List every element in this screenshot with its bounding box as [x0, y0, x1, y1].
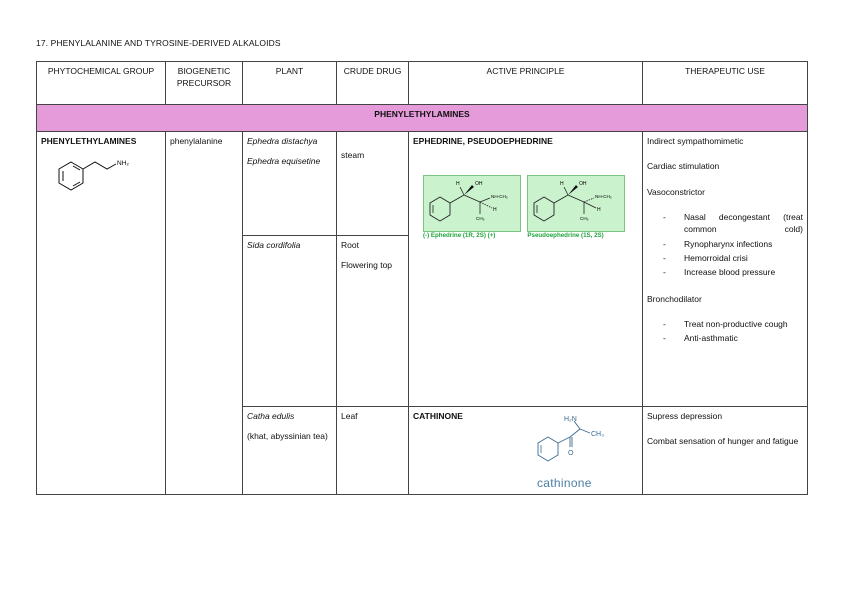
plant-cell [243, 236, 337, 407]
hydrogen-label: H [493, 207, 497, 214]
methylamino-label: NH-CH₃ [595, 194, 613, 200]
amine-label: NH₂ [117, 160, 129, 168]
use-item: Indirect sympathomimetic [647, 136, 744, 146]
group-cell [37, 132, 166, 495]
methyl-label: CH₃ [476, 216, 485, 222]
methyl-label: CH₃ [580, 216, 589, 222]
header-plant: PLANT [243, 62, 337, 105]
hydrogen-label: H [597, 207, 601, 214]
list-item: - Rynopharynx infections [663, 238, 803, 250]
plant-name: Ephedra distachya [247, 136, 318, 146]
crude-drug-cell [337, 407, 409, 495]
header-therapeutic-use: THERAPEUTIC USE [643, 62, 808, 105]
list-item: - Increase blood pressure [663, 266, 803, 278]
use-item: Vasoconstrictor [647, 186, 705, 197]
cathinone-structure [514, 411, 624, 471]
active-principle-cell [409, 132, 643, 407]
pseudoephedrine-caption: Pseudoephedrine (1S, 2S) [527, 232, 604, 240]
plant-cell [243, 407, 337, 495]
ephedrine-structure [423, 175, 521, 232]
methyl-label: CH₃ [591, 431, 604, 438]
use-item: Combat sensation of hunger and fatigue [647, 436, 799, 447]
section-band-row [37, 105, 808, 132]
crude-drug-cell [337, 132, 409, 236]
plant-cell [243, 132, 337, 236]
list-item: - Treat non-productive cough [663, 318, 803, 330]
alkaloid-table [36, 61, 808, 495]
plant-note: (khat, abyssinian tea) [247, 431, 328, 442]
ephedrine-caption: (-) Ephedrine (1R, 2S) (+) [423, 232, 496, 240]
active-principle-name: CATHINONE [413, 411, 463, 421]
methylamino-label: NH-CH₃ [491, 194, 508, 200]
oxo-label: O [568, 450, 574, 457]
therapeutic-use-cell [643, 132, 808, 407]
section-band: PHENYLETHYLAMINES [37, 105, 808, 132]
crude-drug: Root [341, 240, 359, 250]
therapeutic-use-cell [643, 407, 808, 495]
header-precursor: BIOGENETIC PRECURSOR [166, 62, 243, 105]
hydroxyl-label: OH [579, 181, 587, 188]
active-principle-cell [409, 407, 643, 495]
table-row [37, 132, 808, 236]
vasoconstrictor-list [647, 211, 803, 279]
cathinone-label: cathinone [537, 476, 592, 490]
use-item: Supress depression [647, 411, 723, 421]
plant-name: Ephedra equisetine [247, 156, 321, 167]
crude-drug: Flowering top [341, 260, 393, 271]
precursor-cell [166, 132, 243, 495]
group-name: PHENYLETHYLAMINES [41, 136, 137, 146]
hydrogen-label: H [456, 181, 460, 188]
header-crude-drug: CRUDE DRUG [337, 62, 409, 105]
hydroxyl-label: OH [475, 181, 483, 188]
pseudoephedrine-structure [527, 175, 625, 232]
crude-drug: Leaf [341, 411, 358, 421]
plant-name: Catha edulis [247, 411, 295, 421]
amine-label: H₂N [564, 416, 577, 423]
list-item: - Hemorroidal crisi [663, 252, 803, 264]
use-item: Bronchodilator [647, 293, 702, 304]
active-principle-name: EPHEDRINE, PSEUDOEPHEDRINE [413, 136, 553, 146]
header-group: PHYTOCHEMICAL GROUP [37, 62, 166, 105]
use-item: Cardiac stimulation [647, 161, 720, 172]
use-subitem: - Nasal decongestant (treat common cold) [684, 211, 803, 235]
bronchodilator-list [647, 318, 803, 345]
hydrogen-label: H [560, 181, 564, 188]
crude-drug: steam [341, 150, 365, 160]
phenylethylamine-structure [41, 151, 141, 197]
header-active-principle: ACTIVE PRINCIPLE [409, 62, 643, 105]
list-item: - Anti-asthmatic [663, 332, 803, 344]
plant-name: Sida cordifolia [247, 240, 301, 250]
document-title: 17. PHENYLALANINE AND TYROSINE-DERIVED ALKALOIDS [36, 38, 281, 48]
crude-drug-cell [337, 236, 409, 407]
list-item [663, 211, 803, 236]
precursor-name: phenylalanine [170, 136, 223, 146]
header-row [37, 62, 808, 105]
